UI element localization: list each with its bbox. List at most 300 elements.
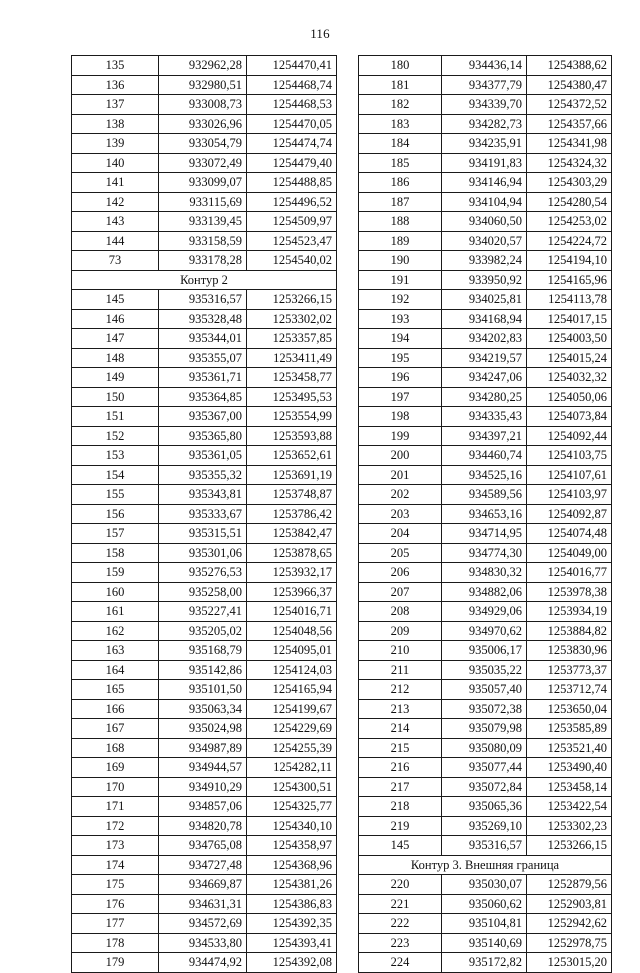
table-row <box>359 504 612 524</box>
table-row <box>72 504 337 524</box>
table-row <box>359 231 612 251</box>
x-coordinate: 934727,48 <box>159 855 247 875</box>
point-number: 135 <box>72 56 159 76</box>
table-row <box>359 621 612 641</box>
table-row <box>72 875 337 895</box>
x-coordinate: 935063,34 <box>159 699 247 719</box>
section-title: Контур 3. Внешняя граница <box>359 855 612 875</box>
point-number: 223 <box>359 933 442 953</box>
x-coordinate: 934669,87 <box>159 875 247 895</box>
x-coordinate: 932980,51 <box>159 75 247 95</box>
y-coordinate: 1253554,99 <box>247 407 337 427</box>
x-coordinate: 933139,45 <box>159 212 247 232</box>
table-row <box>359 894 612 914</box>
table-row <box>359 114 612 134</box>
x-coordinate: 934830,32 <box>442 563 527 583</box>
y-coordinate: 1254509,97 <box>247 212 337 232</box>
point-number: 162 <box>72 621 159 641</box>
coordinates-table-left <box>71 55 337 973</box>
point-number: 165 <box>72 680 159 700</box>
y-coordinate: 1254392,35 <box>247 914 337 934</box>
point-number: 178 <box>72 933 159 953</box>
y-coordinate: 1254280,54 <box>527 192 612 212</box>
point-number: 163 <box>72 641 159 661</box>
table-row <box>72 192 337 212</box>
table-row <box>72 582 337 602</box>
point-number: 208 <box>359 602 442 622</box>
y-coordinate: 1254468,53 <box>247 95 337 115</box>
y-coordinate: 1253593,88 <box>247 426 337 446</box>
x-coordinate: 934339,70 <box>442 95 527 115</box>
point-number: 171 <box>72 797 159 817</box>
y-coordinate: 1254340,10 <box>247 816 337 836</box>
y-coordinate: 1254523,47 <box>247 231 337 251</box>
table-row <box>72 387 337 407</box>
point-number: 73 <box>72 251 159 271</box>
point-number: 137 <box>72 95 159 115</box>
table-row <box>72 524 337 544</box>
y-coordinate: 1254092,87 <box>527 504 612 524</box>
y-coordinate: 1253878,65 <box>247 543 337 563</box>
table-row <box>359 699 612 719</box>
point-number: 145 <box>359 836 442 856</box>
x-coordinate: 934202,83 <box>442 329 527 349</box>
y-coordinate: 1253932,17 <box>247 563 337 583</box>
x-coordinate: 934168,94 <box>442 309 527 329</box>
y-coordinate: 1254282,11 <box>247 758 337 778</box>
x-coordinate: 934631,31 <box>159 894 247 914</box>
y-coordinate: 1253490,40 <box>527 758 612 778</box>
point-number: 184 <box>359 134 442 154</box>
point-number: 218 <box>359 797 442 817</box>
x-coordinate: 935205,02 <box>159 621 247 641</box>
y-coordinate: 1253266,15 <box>247 290 337 310</box>
table-row <box>72 719 337 739</box>
table-row <box>359 95 612 115</box>
table-row <box>72 485 337 505</box>
table-row <box>72 816 337 836</box>
point-number: 203 <box>359 504 442 524</box>
point-number: 174 <box>72 855 159 875</box>
y-coordinate: 1253302,02 <box>247 309 337 329</box>
point-number: 205 <box>359 543 442 563</box>
table-row <box>72 368 337 388</box>
table-row <box>72 699 337 719</box>
point-number: 177 <box>72 914 159 934</box>
x-coordinate: 935316,57 <box>159 290 247 310</box>
point-number: 188 <box>359 212 442 232</box>
point-number: 183 <box>359 114 442 134</box>
x-coordinate: 934397,21 <box>442 426 527 446</box>
x-coordinate: 935365,80 <box>159 426 247 446</box>
x-coordinate: 933054,79 <box>159 134 247 154</box>
y-coordinate: 1253495,53 <box>247 387 337 407</box>
point-number: 155 <box>72 485 159 505</box>
y-coordinate: 1254341,98 <box>527 134 612 154</box>
point-number: 202 <box>359 485 442 505</box>
y-coordinate: 1252942,62 <box>527 914 612 934</box>
x-coordinate: 935006,17 <box>442 641 527 661</box>
table-row <box>72 407 337 427</box>
x-coordinate: 934525,16 <box>442 465 527 485</box>
table-row <box>72 114 337 134</box>
point-number: 148 <box>72 348 159 368</box>
table-row <box>359 387 612 407</box>
x-coordinate: 935065,36 <box>442 797 527 817</box>
point-number: 190 <box>359 251 442 271</box>
y-coordinate: 1254392,08 <box>247 953 337 973</box>
table-row <box>72 56 337 76</box>
x-coordinate: 934377,79 <box>442 75 527 95</box>
table-row <box>72 621 337 641</box>
table-row <box>72 153 337 173</box>
x-coordinate: 934765,08 <box>159 836 247 856</box>
point-number: 141 <box>72 173 159 193</box>
y-coordinate: 1254194,10 <box>527 251 612 271</box>
y-coordinate: 1253966,37 <box>247 582 337 602</box>
y-coordinate: 1254468,74 <box>247 75 337 95</box>
point-number: 181 <box>359 75 442 95</box>
page-number: 116 <box>310 26 330 41</box>
point-number: 180 <box>359 56 442 76</box>
table-row <box>359 426 612 446</box>
table-row <box>72 173 337 193</box>
y-coordinate: 1254474,74 <box>247 134 337 154</box>
point-number: 210 <box>359 641 442 661</box>
x-coordinate: 934191,83 <box>442 153 527 173</box>
point-number: 152 <box>72 426 159 446</box>
y-coordinate: 1254470,05 <box>247 114 337 134</box>
point-number: 195 <box>359 348 442 368</box>
y-coordinate: 1254488,85 <box>247 173 337 193</box>
x-coordinate: 933115,69 <box>159 192 247 212</box>
point-number: 140 <box>72 153 159 173</box>
y-coordinate: 1254253,02 <box>527 212 612 232</box>
y-coordinate: 1254325,77 <box>247 797 337 817</box>
y-coordinate: 1253422,54 <box>527 797 612 817</box>
x-coordinate: 934280,25 <box>442 387 527 407</box>
point-number: 145 <box>72 290 159 310</box>
x-coordinate: 935276,53 <box>159 563 247 583</box>
y-coordinate: 1254003,50 <box>527 329 612 349</box>
table-row <box>72 777 337 797</box>
x-coordinate: 934025,81 <box>442 290 527 310</box>
table-row <box>359 777 612 797</box>
point-number: 212 <box>359 680 442 700</box>
y-coordinate: 1254300,51 <box>247 777 337 797</box>
x-coordinate: 935101,50 <box>159 680 247 700</box>
point-number: 144 <box>72 231 159 251</box>
y-coordinate: 1253521,40 <box>527 738 612 758</box>
point-number: 149 <box>72 368 159 388</box>
point-number: 170 <box>72 777 159 797</box>
y-coordinate: 1254107,61 <box>527 465 612 485</box>
y-coordinate: 1253652,61 <box>247 446 337 466</box>
point-number: 158 <box>72 543 159 563</box>
y-coordinate: 1253357,85 <box>247 329 337 349</box>
x-coordinate: 932962,28 <box>159 56 247 76</box>
point-number: 200 <box>359 446 442 466</box>
x-coordinate: 935142,86 <box>159 660 247 680</box>
point-number: 198 <box>359 407 442 427</box>
table-row <box>72 797 337 817</box>
table-row <box>359 329 612 349</box>
y-coordinate: 1254540,02 <box>247 251 337 271</box>
y-coordinate: 1254324,32 <box>527 153 612 173</box>
x-coordinate: 935355,07 <box>159 348 247 368</box>
point-number: 147 <box>72 329 159 349</box>
point-number: 153 <box>72 446 159 466</box>
y-coordinate: 1253773,37 <box>527 660 612 680</box>
point-number: 142 <box>72 192 159 212</box>
point-number: 185 <box>359 153 442 173</box>
point-number: 214 <box>359 719 442 739</box>
x-coordinate: 934929,06 <box>442 602 527 622</box>
table-row <box>359 270 612 290</box>
x-coordinate: 935344,01 <box>159 329 247 349</box>
table-row <box>72 309 337 329</box>
x-coordinate: 934820,78 <box>159 816 247 836</box>
section-header-row <box>359 855 612 875</box>
table-row <box>359 153 612 173</box>
x-coordinate: 933950,92 <box>442 270 527 290</box>
table-row <box>359 680 612 700</box>
y-coordinate: 1254103,75 <box>527 446 612 466</box>
y-coordinate: 1253411,49 <box>247 348 337 368</box>
table-row <box>359 797 612 817</box>
x-coordinate: 935168,79 <box>159 641 247 661</box>
point-number: 154 <box>72 465 159 485</box>
point-number: 173 <box>72 836 159 856</box>
table-row <box>72 563 337 583</box>
y-coordinate: 1254165,94 <box>247 680 337 700</box>
y-coordinate: 1254092,44 <box>527 426 612 446</box>
point-number: 161 <box>72 602 159 622</box>
table-row <box>72 95 337 115</box>
point-number: 176 <box>72 894 159 914</box>
table-row <box>359 192 612 212</box>
y-coordinate: 1254016,77 <box>527 563 612 583</box>
table-row <box>359 758 612 778</box>
x-coordinate: 935035,22 <box>442 660 527 680</box>
x-coordinate: 934282,73 <box>442 114 527 134</box>
point-number: 150 <box>72 387 159 407</box>
x-coordinate: 934572,69 <box>159 914 247 934</box>
x-coordinate: 934714,95 <box>442 524 527 544</box>
point-number: 201 <box>359 465 442 485</box>
table-row <box>72 446 337 466</box>
table-row <box>359 309 612 329</box>
table-row <box>72 933 337 953</box>
y-coordinate: 1254224,72 <box>527 231 612 251</box>
point-number: 157 <box>72 524 159 544</box>
table-row <box>359 407 612 427</box>
x-coordinate: 935172,82 <box>442 953 527 973</box>
section-title: Контур 2 <box>72 270 337 290</box>
table-row <box>359 582 612 602</box>
y-coordinate: 1254103,97 <box>527 485 612 505</box>
table-row <box>359 173 612 193</box>
x-coordinate: 935072,38 <box>442 699 527 719</box>
x-coordinate: 934987,89 <box>159 738 247 758</box>
y-coordinate: 1254048,56 <box>247 621 337 641</box>
y-coordinate: 1254479,40 <box>247 153 337 173</box>
point-number: 213 <box>359 699 442 719</box>
y-coordinate: 1254165,96 <box>527 270 612 290</box>
table-row <box>72 680 337 700</box>
point-number: 194 <box>359 329 442 349</box>
y-coordinate: 1253691,19 <box>247 465 337 485</box>
point-number: 222 <box>359 914 442 934</box>
x-coordinate: 933982,24 <box>442 251 527 271</box>
point-number: 216 <box>359 758 442 778</box>
point-number: 193 <box>359 309 442 329</box>
table-row <box>359 446 612 466</box>
point-number: 221 <box>359 894 442 914</box>
x-coordinate: 934219,57 <box>442 348 527 368</box>
point-number: 164 <box>72 660 159 680</box>
point-number: 191 <box>359 270 442 290</box>
table-row <box>72 465 337 485</box>
table-row <box>72 894 337 914</box>
section-header-row <box>72 270 337 290</box>
table-row <box>359 816 612 836</box>
table-row <box>359 563 612 583</box>
table-row <box>72 329 337 349</box>
y-coordinate: 1254388,62 <box>527 56 612 76</box>
y-coordinate: 1254386,83 <box>247 894 337 914</box>
point-number: 151 <box>72 407 159 427</box>
table-row <box>72 855 337 875</box>
point-number: 206 <box>359 563 442 583</box>
y-coordinate: 1252978,75 <box>527 933 612 953</box>
x-coordinate: 934235,91 <box>442 134 527 154</box>
x-coordinate: 935077,44 <box>442 758 527 778</box>
table-row <box>72 251 337 271</box>
table-row <box>72 914 337 934</box>
point-number: 168 <box>72 738 159 758</box>
point-number: 219 <box>359 816 442 836</box>
y-coordinate: 1253978,38 <box>527 582 612 602</box>
y-coordinate: 1254050,06 <box>527 387 612 407</box>
x-coordinate: 935024,98 <box>159 719 247 739</box>
point-number: 179 <box>72 953 159 973</box>
y-coordinate: 1252903,81 <box>527 894 612 914</box>
x-coordinate: 934436,14 <box>442 56 527 76</box>
x-coordinate: 934460,74 <box>442 446 527 466</box>
point-number: 160 <box>72 582 159 602</box>
table-row <box>359 485 612 505</box>
y-coordinate: 1254358,97 <box>247 836 337 856</box>
y-coordinate: 1254015,24 <box>527 348 612 368</box>
x-coordinate: 933158,59 <box>159 231 247 251</box>
y-coordinate: 1253830,96 <box>527 641 612 661</box>
table-row <box>72 75 337 95</box>
x-coordinate: 934335,43 <box>442 407 527 427</box>
point-number: 207 <box>359 582 442 602</box>
y-coordinate: 1254032,32 <box>527 368 612 388</box>
point-number: 172 <box>72 816 159 836</box>
table-row <box>72 641 337 661</box>
point-number: 199 <box>359 426 442 446</box>
table-row <box>359 368 612 388</box>
x-coordinate: 935057,40 <box>442 680 527 700</box>
y-coordinate: 1253458,77 <box>247 368 337 388</box>
table-row <box>72 660 337 680</box>
y-coordinate: 1253748,87 <box>247 485 337 505</box>
table-row <box>72 231 337 251</box>
point-number: 156 <box>72 504 159 524</box>
point-number: 217 <box>359 777 442 797</box>
table-row <box>72 134 337 154</box>
x-coordinate: 934474,92 <box>159 953 247 973</box>
table-row <box>359 56 612 76</box>
x-coordinate: 934944,57 <box>159 758 247 778</box>
x-coordinate: 934104,94 <box>442 192 527 212</box>
point-number: 146 <box>72 309 159 329</box>
y-coordinate: 1254074,48 <box>527 524 612 544</box>
table-row <box>72 212 337 232</box>
x-coordinate: 935355,32 <box>159 465 247 485</box>
table-row <box>72 543 337 563</box>
point-number: 139 <box>72 134 159 154</box>
y-coordinate: 1254381,26 <box>247 875 337 895</box>
y-coordinate: 1253650,04 <box>527 699 612 719</box>
point-number: 197 <box>359 387 442 407</box>
y-coordinate: 1254229,69 <box>247 719 337 739</box>
x-coordinate: 935364,85 <box>159 387 247 407</box>
y-coordinate: 1254049,00 <box>527 543 612 563</box>
point-number: 187 <box>359 192 442 212</box>
y-coordinate: 1254470,41 <box>247 56 337 76</box>
x-coordinate: 934882,06 <box>442 582 527 602</box>
y-coordinate: 1254357,66 <box>527 114 612 134</box>
x-coordinate: 935072,84 <box>442 777 527 797</box>
y-coordinate: 1254124,03 <box>247 660 337 680</box>
table-row <box>72 426 337 446</box>
table-row <box>72 836 337 856</box>
point-number: 182 <box>359 95 442 115</box>
x-coordinate: 933178,28 <box>159 251 247 271</box>
x-coordinate: 934060,50 <box>442 212 527 232</box>
table-row <box>359 933 612 953</box>
table-row <box>359 914 612 934</box>
x-coordinate: 934020,57 <box>442 231 527 251</box>
table-row <box>359 524 612 544</box>
x-coordinate: 935367,00 <box>159 407 247 427</box>
point-number: 224 <box>359 953 442 973</box>
point-number: 169 <box>72 758 159 778</box>
x-coordinate: 935316,57 <box>442 836 527 856</box>
x-coordinate: 935361,05 <box>159 446 247 466</box>
table-row <box>359 660 612 680</box>
x-coordinate: 934247,06 <box>442 368 527 388</box>
y-coordinate: 1253458,14 <box>527 777 612 797</box>
point-number: 143 <box>72 212 159 232</box>
x-coordinate: 935343,81 <box>159 485 247 505</box>
table-row <box>359 212 612 232</box>
point-number: 215 <box>359 738 442 758</box>
y-coordinate: 1254393,41 <box>247 933 337 953</box>
table-row <box>359 738 612 758</box>
table-row <box>359 875 612 895</box>
table-row <box>359 290 612 310</box>
point-number: 138 <box>72 114 159 134</box>
point-number: 166 <box>72 699 159 719</box>
y-coordinate: 1254255,39 <box>247 738 337 758</box>
x-coordinate: 934653,16 <box>442 504 527 524</box>
point-number: 167 <box>72 719 159 739</box>
